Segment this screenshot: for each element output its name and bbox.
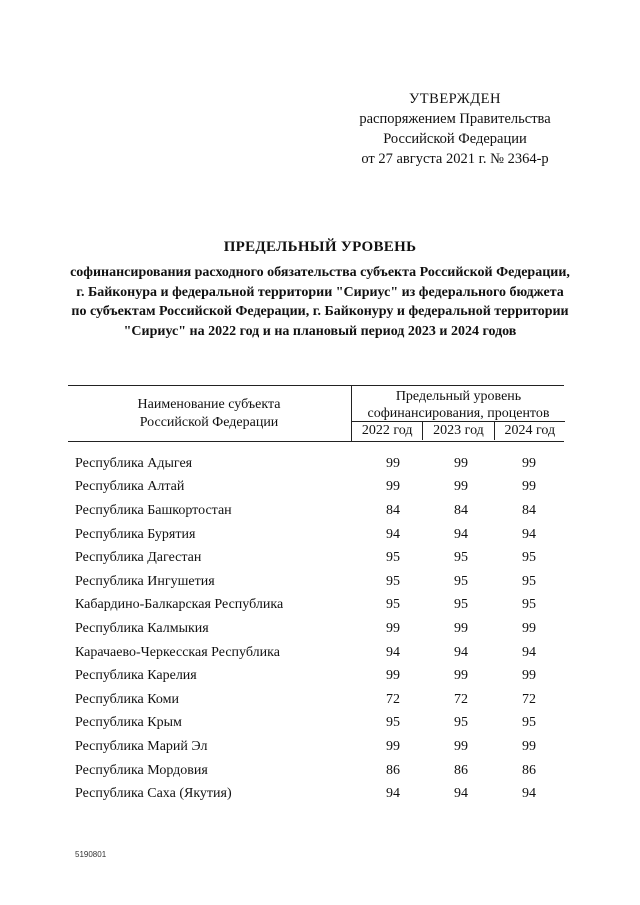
header-year-2024: 2024 год	[494, 422, 565, 440]
subject-name-cell: Кабардино-Балкарская Республика	[75, 597, 284, 613]
cofinancing-table	[68, 385, 564, 806]
percent-cell-2024: 95	[522, 550, 536, 566]
percent-cell-2022: 95	[386, 573, 400, 589]
percent-cell-2022: 95	[386, 550, 400, 566]
subject-name-cell: Республика Ингушетия	[75, 573, 215, 589]
percent-cell-2024: 99	[522, 620, 536, 636]
percent-cell-2023: 72	[454, 691, 468, 707]
percent-cell-2022: 94	[386, 526, 400, 542]
percent-cell-2022: 72	[386, 691, 400, 707]
percent-cell-2024: 95	[522, 573, 536, 589]
subject-name-cell: Республика Карелия	[75, 668, 197, 684]
percent-cell-2022: 99	[386, 455, 400, 471]
subject-name-cell: Республика Дагестан	[75, 550, 202, 566]
percent-cell-2022: 95	[386, 715, 400, 731]
subject-name-cell: Республика Калмыкия	[75, 620, 209, 636]
percent-cell-2023: 99	[454, 738, 468, 754]
document-title-block	[60, 237, 580, 341]
table-row	[68, 523, 564, 547]
percent-cell-2023: 99	[454, 668, 468, 684]
table-row	[68, 735, 564, 759]
header-cofinancing-label: Предельный уровень софинансирования, процентов	[352, 386, 565, 422]
percent-cell-2023: 95	[454, 550, 468, 566]
percent-cell-2022: 99	[386, 479, 400, 495]
percent-cell-2022: 99	[386, 620, 400, 636]
percent-cell-2024: 86	[522, 762, 536, 778]
table-body	[68, 442, 564, 806]
subject-name-cell: Республика Мордовия	[75, 762, 208, 778]
percent-cell-2022: 84	[386, 502, 400, 518]
subject-name-cell: Республика Адыгея	[75, 455, 193, 471]
table-row	[68, 570, 564, 594]
percent-cell-2023: 99	[454, 620, 468, 636]
header-cofinancing-group	[351, 386, 565, 441]
percent-cell-2024: 72	[522, 691, 536, 707]
approval-line-2: Российской Федерации	[383, 131, 527, 147]
percent-cell-2023: 94	[454, 786, 468, 802]
percent-cell-2023: 99	[454, 479, 468, 495]
percent-cell-2024: 94	[522, 786, 536, 802]
percent-cell-2022: 99	[386, 668, 400, 684]
header-years	[352, 422, 565, 440]
percent-cell-2023: 95	[454, 715, 468, 731]
approval-block	[340, 89, 570, 169]
subject-name-cell: Республика Крым	[75, 715, 182, 731]
document-subtitle: софинансирования расходного обязательства субъекта Российской Федерации, г. Байконура и федеральной территории "Сириус" из федерального бюджета по субъектам Российской Федерации, г. Байконуру и федеральной территории "Сириус" на 2022 год и на плановый период 2023 и 2024 годов	[70, 265, 570, 339]
subject-name-cell: Республика Бурятия	[75, 526, 196, 542]
percent-cell-2023: 94	[454, 526, 468, 542]
document-title: ПРЕДЕЛЬНЫЙ УРОВЕНЬ	[223, 239, 417, 255]
table-row	[68, 499, 564, 523]
percent-cell-2023: 99	[454, 455, 468, 471]
table-row	[68, 664, 564, 688]
table-row	[68, 641, 564, 665]
percent-cell-2022: 94	[386, 644, 400, 660]
header-subject-name	[68, 386, 350, 441]
table-header	[68, 385, 564, 442]
table-row	[68, 452, 564, 476]
subject-name-cell: Карачаево-Черкесская Республика	[75, 644, 280, 660]
table-row	[68, 782, 564, 806]
percent-cell-2022: 99	[386, 738, 400, 754]
percent-cell-2022: 86	[386, 762, 400, 778]
subject-name-cell: Республика Марий Эл	[75, 738, 208, 754]
approval-line-3: от 27 августа 2021 г. № 2364-р	[361, 151, 549, 167]
header-year-2023: 2023 год	[422, 422, 493, 440]
percent-cell-2024: 99	[522, 455, 536, 471]
percent-cell-2023: 94	[454, 644, 468, 660]
table-row	[68, 617, 564, 641]
percent-cell-2024: 84	[522, 502, 536, 518]
table-row	[68, 546, 564, 570]
table-row	[68, 594, 564, 618]
header-subject-name-label: Наименование субъекта Российской Федерации	[137, 396, 281, 430]
percent-cell-2022: 94	[386, 786, 400, 802]
percent-cell-2024: 95	[522, 715, 536, 731]
table-row	[68, 476, 564, 500]
percent-cell-2023: 95	[454, 573, 468, 589]
percent-cell-2024: 99	[522, 479, 536, 495]
percent-cell-2023: 95	[454, 597, 468, 613]
percent-cell-2024: 99	[522, 738, 536, 754]
percent-cell-2024: 94	[522, 526, 536, 542]
subject-name-cell: Республика Саха (Якутия)	[75, 786, 232, 802]
header-year-2022: 2022 год	[361, 423, 413, 438]
table-row	[68, 759, 564, 783]
percent-cell-2023: 84	[454, 502, 468, 518]
subject-name-cell: Республика Алтай	[75, 479, 185, 495]
approval-line-1: распоряжением Правительства	[359, 111, 551, 127]
percent-cell-2024: 95	[522, 597, 536, 613]
percent-cell-2023: 86	[454, 762, 468, 778]
table-row	[68, 712, 564, 736]
percent-cell-2024: 99	[522, 668, 536, 684]
subject-name-cell: Республика Башкортостан	[75, 502, 232, 518]
document-code: 5190801	[75, 850, 107, 859]
subject-name-cell: Республика Коми	[75, 691, 179, 707]
table-row	[68, 688, 564, 712]
percent-cell-2022: 95	[386, 597, 400, 613]
percent-cell-2024: 94	[522, 644, 536, 660]
approval-heading: УТВЕРЖДЕН	[409, 91, 501, 107]
